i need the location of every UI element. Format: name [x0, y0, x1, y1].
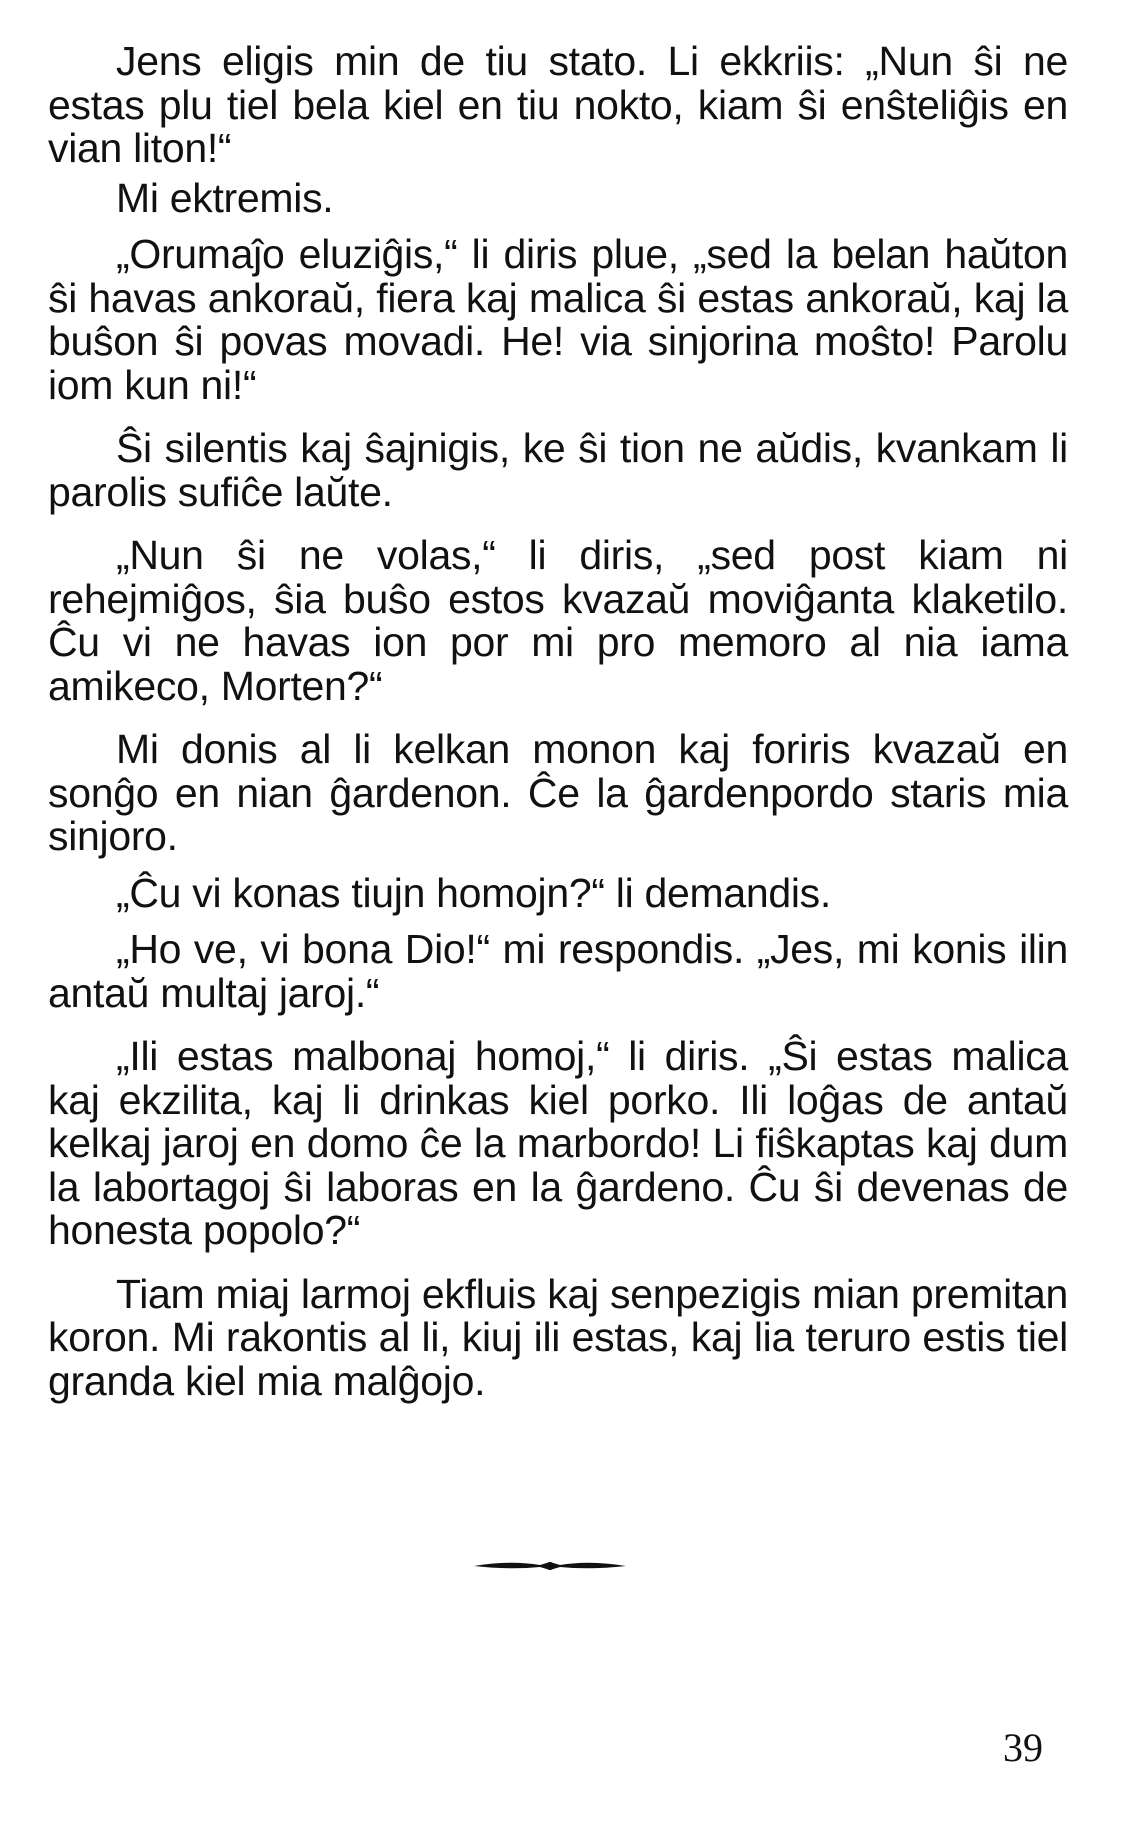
paragraph: Tiam miaj larmoj ekfluis kaj senpezigis mian premitan koron. Mi rakontis al li, kiuj ili estas, kaj lia teruro estis tiel granda kiel mia malĝojo.: [48, 1270, 1068, 1404]
paragraph: „Ili estas malbonaj homoj,“ li diris. „Ŝi estas malica kaj ekzilita, kaj li drinkas kiel porko. Ili loĝas de antaŭ kelkaj jaroj en domo ĉe la marbordo! Li fiŝkaptas kaj dum la labortagoj ŝi laboras en la ĝardeno. Ĉu ŝi devenas de honesta popolo?“: [48, 1033, 1068, 1253]
page-text: [48, 40, 1068, 1403]
paragraph: Mi donis al li kelkan monon kaj foriris kvazaŭ en sonĝo en nian ĝardenon. Ĉe la ĝardenpordo staris mia sinjoro.: [48, 726, 1068, 859]
paragraph: „Orumaĵo eluziĝis,“ li diris plue, „sed la belan haŭton ŝi havas ankoraŭ, fiera kaj malica ŝi estas ankoraŭ, kaj la buŝon ŝi povas movadi. He! via sinjorina moŝto! Parolu iom kun ni!“: [48, 231, 1068, 408]
paragraph: Jens eligis min de tiu stato. Li ekkriis: „Nun ŝi ne estas plu tiel bela kiel en tiu nokto, kiam ŝi enŝteliĝis en vian liton!“: [48, 38, 1068, 171]
paragraph: „Nun ŝi ne volas,“ li diris, „sed post kiam ni rehejmiĝos, ŝia buŝo estos kvazaŭ moviĝanta klaketilo. Ĉu vi ne havas ion por mi pro memoro al nia iama amikeco, Morten?“: [48, 532, 1068, 709]
page-number: 39: [1003, 1725, 1043, 1770]
paragraph: „Ho ve, vi bona Dio!“ mi respondis. „Jes, mi konis ilin antaŭ multaj jaroj.“: [48, 926, 1068, 1016]
paragraph: Ŝi silentis kaj ŝajnigis, ke ŝi tion ne aŭdis, kvankam li parolis sufiĉe laŭte.: [48, 425, 1068, 515]
paragraph: „Ĉu vi konas tiujn homojn?“ li demandis.: [116, 869, 831, 916]
paragraph: Mi ektremis.: [116, 174, 334, 221]
ornament-divider: [470, 1556, 630, 1576]
